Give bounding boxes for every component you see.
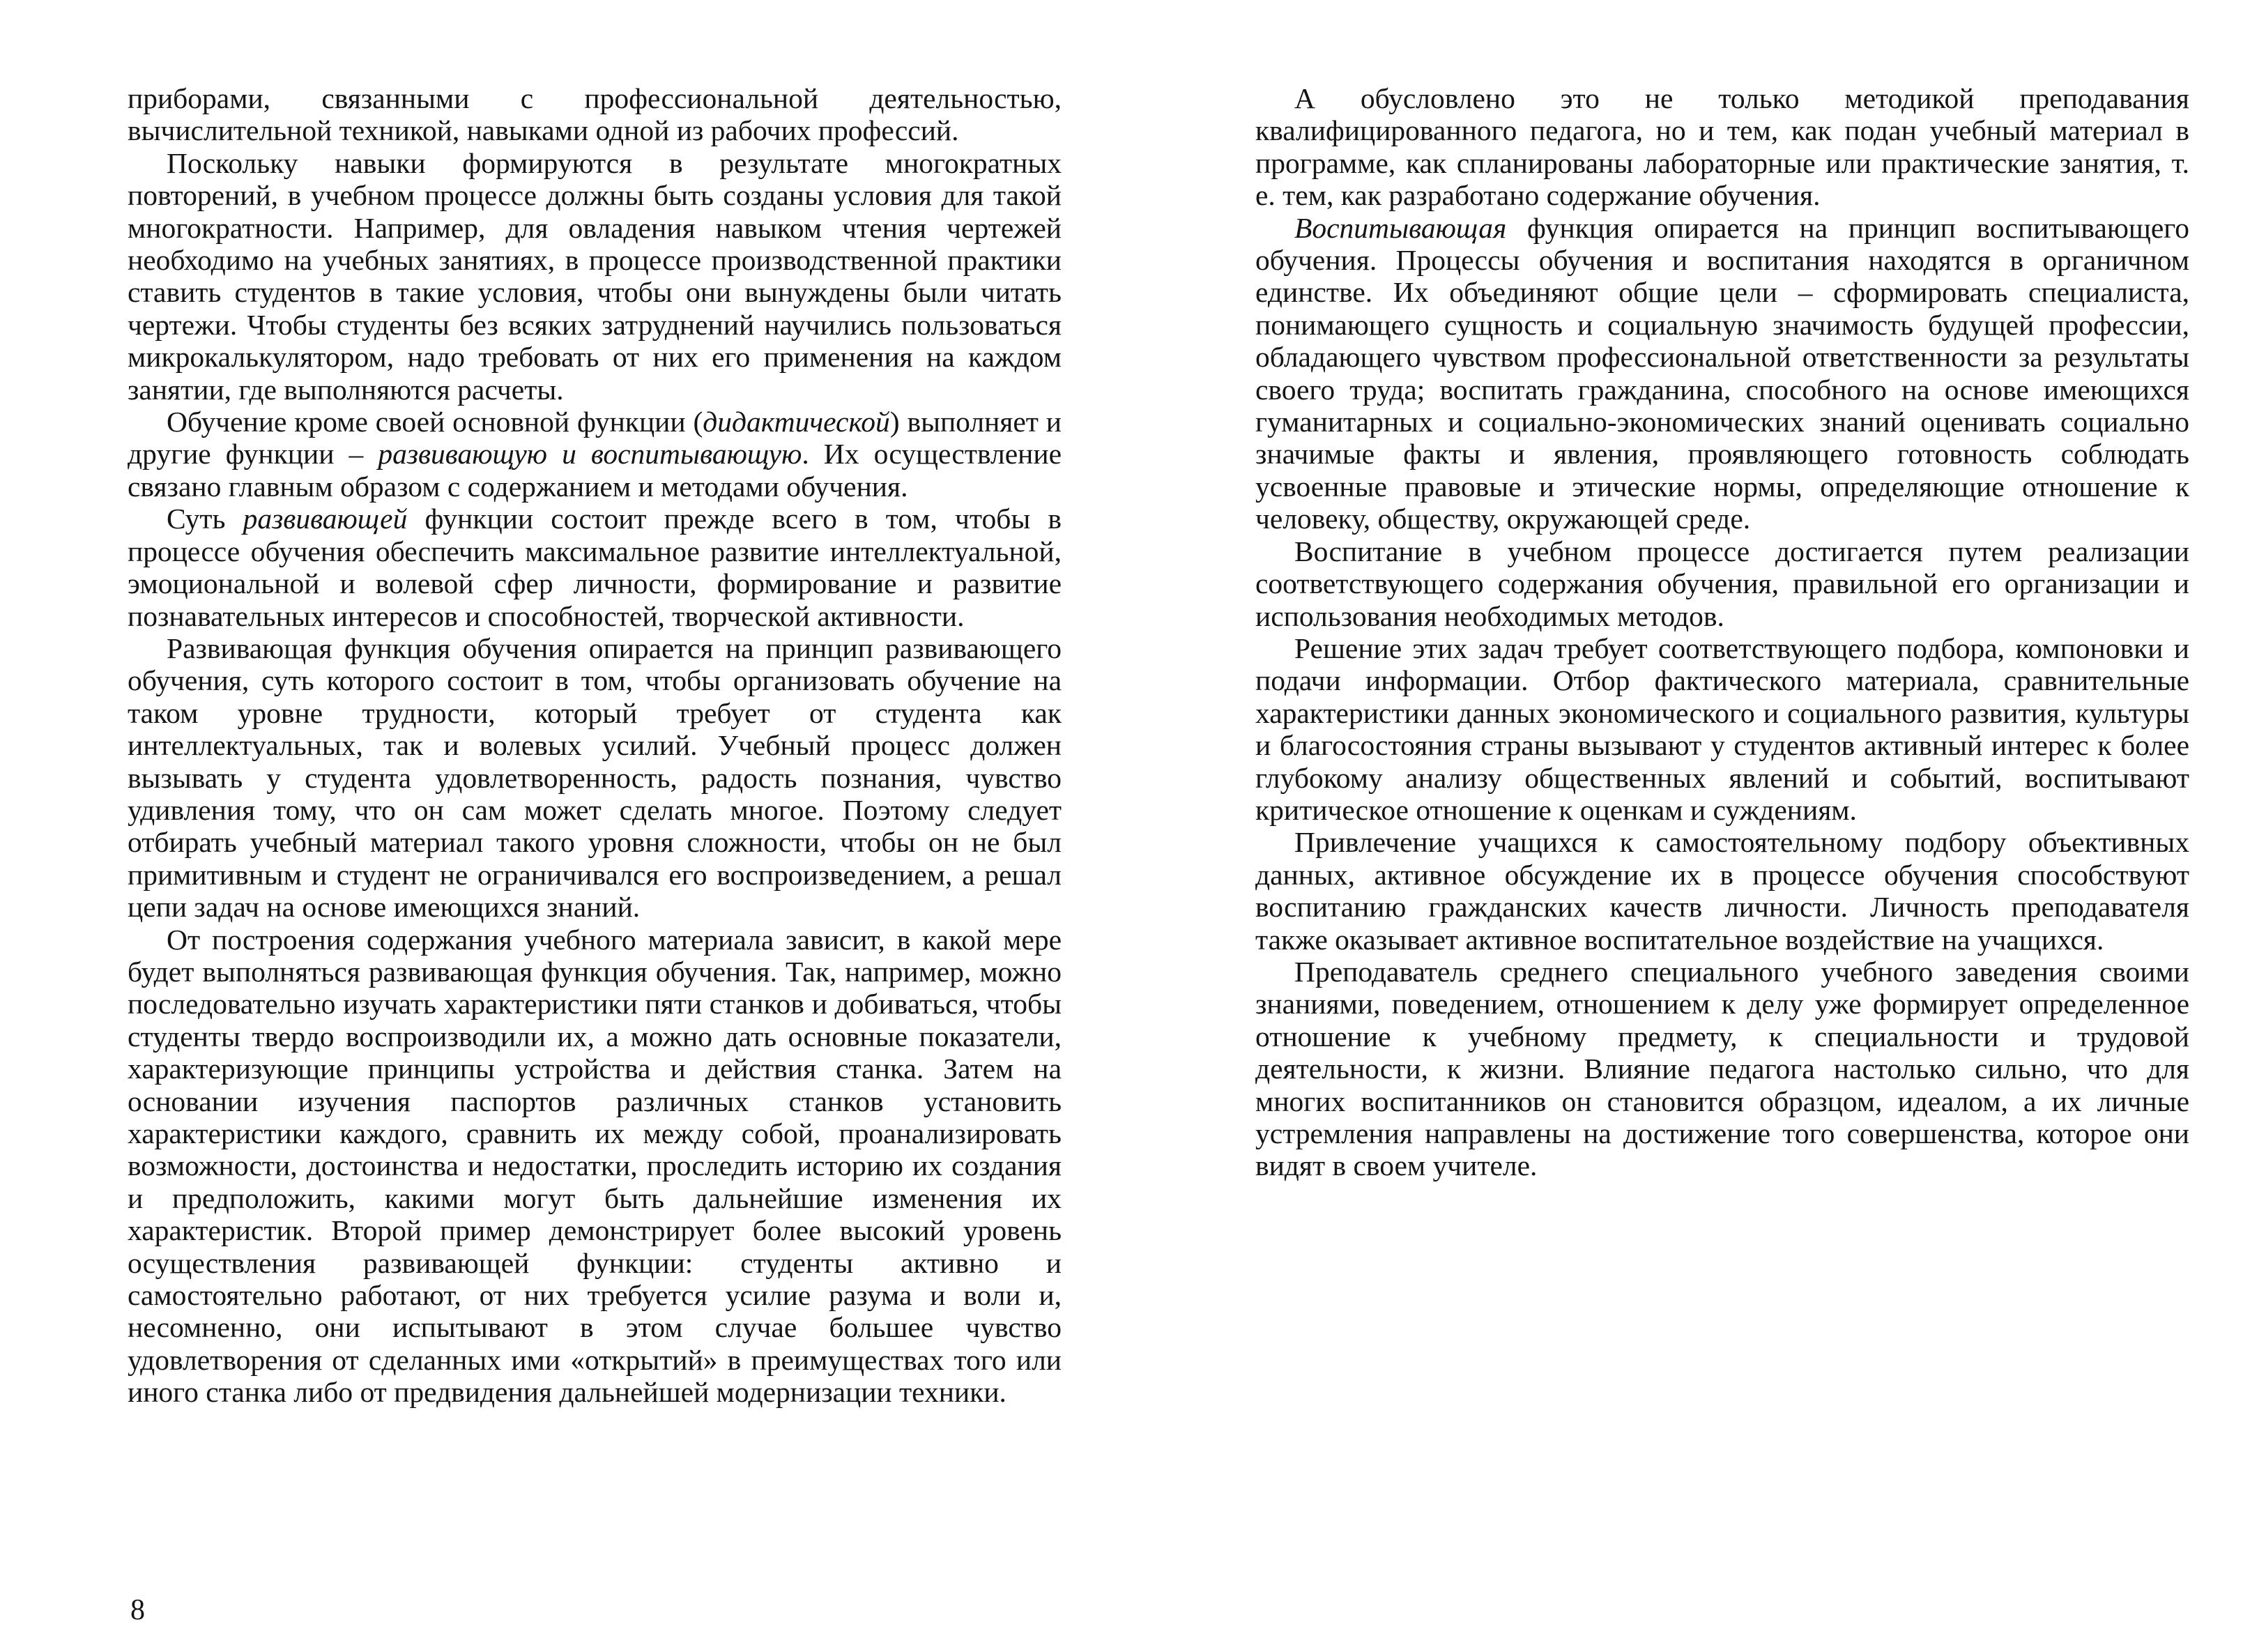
- paragraph-content-structure: [128, 924, 1062, 1409]
- paragraph-functions: [128, 406, 1062, 503]
- paragraph-text: Решение этих задач требует соответствующего подбора, компоновки и подачи информации. Отбор фактического материала, сравнительные характеристики данных экономического и социального развития, культуры и благосостояния страны вызывают у студентов активный интерес к более глубокому анализу общественных явлений и событий, воспитывают критическое отношение к оценкам и суждениям.: [1255, 632, 2189, 826]
- right-page: [1122, 0, 2243, 1652]
- paragraph-educating-function: [1255, 212, 2189, 535]
- right-text-column: [1255, 82, 2189, 1182]
- italic-term: развивающую и воспитывающую: [378, 438, 802, 471]
- left-text-column: [128, 82, 1062, 1409]
- paragraph-information-selection: [1255, 632, 2189, 826]
- italic-term: Воспитывающая: [1294, 211, 1507, 244]
- paragraph-developing-principle: [128, 632, 1062, 924]
- paragraph-developing-essence: [128, 503, 1062, 632]
- paragraph-student-involvement: [1255, 826, 2189, 956]
- paragraph-skills: [128, 147, 1062, 406]
- paragraph-text: Привлечение учащихся к самостоятельному подбору объективных данных, активное обсуждение их в процессе обучения способствуют воспитанию гражданских качеств личности. Личность преподавателя также оказывает активное воспитательное воздействие на учащихся.: [1255, 826, 2189, 956]
- italic-term: развивающей: [243, 503, 408, 535]
- paragraph-text: функции состоит прежде всего в том, чтобы в процессе обучения обеспечить максимальное развитие интеллектуальной, эмоциональной и волевой сфер личности, формирование и развитие познавательных интересов и способностей, творческой активности.: [128, 503, 1062, 632]
- paragraph-text: функция опирается на принцип воспитывающего обучения. Процессы обучения и воспитания находятся в органичном единстве. Их объединяют общие цели – сформировать специалиста, понимающего сущность и социальную значимость будущей профессии, обладающего чувством профессиональной ответственности за результаты своего труда; воспитать гражданина, способного на основе имеющихся гуманитарных и социально-экономических знаний оценивать социально значимые факты и явления, проявляющего готовность соблюдать усвоенные правовые и этические нормы, определяющие отношение к человеку, обществу, окружающей среде.: [1255, 211, 2189, 535]
- page-number: 8: [130, 1594, 145, 1626]
- paragraph-text: . Их осуществление связано главным образом с содержанием и методами обучения.: [128, 438, 1062, 503]
- italic-term: дидактической: [703, 406, 890, 438]
- paragraph-text: Преподаватель среднего специального учебного заведения своими знаниями, поведением, отношением к делу уже формирует определенное отношение к учебному предмету, к специальности и трудовой деятельности, к жизни. Влияние педагога настолько сильно, что для многих воспитанников он становится образцом, идеалом, а их личные устремления направлены на достижение того совершенства, которое они видят в своем учителе.: [1255, 955, 2189, 1182]
- paragraph-text: Развивающая функция обучения опирается на принцип развивающего обучения, суть которого состоит в том, чтобы организовать обучение на таком уровне трудности, который требует от студента как интеллектуальных, так и волевых усилий. Учебный процесс должен вызывать у студента удовлетворенность, радость познания, чувство удивления тому, что он сам может сделать многое. Поэтому следует отбирать учебный материал такого уровня сложности, чтобы он не был примитивным и студент не ограничивался его воспроизведением, а решал цепи задач на основе имеющихся знаний.: [128, 632, 1062, 924]
- paragraph-text: От построения содержания учебного материала зависит, в какой мере будет выполняться развивающая функция обучения. Так, например, можно последовательно изучать характеристики пяти станков и добиваться, чтобы студенты твердо воспроизводили их, а можно дать основные показатели, характеризующие принципы устройства и действия станка. Затем на основании изучения паспортов различных станков установить характеристики каждого, сравнить их между собой, проанализировать возможности, достоинства и недостатки, проследить историю их создания и предположить, какими могут быть дальнейшие изменения их характеристик. Второй пример демонстрирует более высокий уровень осуществления развивающей функции: студенты активно и самостоятельно работают, от них требуется усилие разума и воли и, несомненно, они испытывают в этом случае большее чувство удовлетворения от сделанных ими «открытий» в преимуществах того или иного станка либо от предвидения дальнейшей модернизации техники.: [128, 923, 1062, 1409]
- paragraph-text: ) выполняет и другие функции –: [128, 406, 1062, 471]
- paragraph-text: Поскольку навыки формируются в результате многократных повторений, в учебном процессе должны быть созданы условия для такой многократности. Например, для овладения навыком чтения чертежей необходимо на учебных занятиях, в процессе производственной практики ставить студентов в такие условия, чтобы они вынуждены были читать чертежи. Чтобы студенты без всяких затруднений научились пользоваться микрокалькулятором, надо требовать от них его применения на каждом занятии, где выполняются расчеты.: [128, 146, 1062, 406]
- paragraph-text: Обучение кроме своей основной функции (: [167, 406, 703, 438]
- paragraph-text: Суть: [167, 503, 243, 535]
- paragraph-upbringing: [1255, 535, 2189, 632]
- paragraph-teacher-influence: [1255, 956, 2189, 1182]
- paragraph-text: приборами, связанными с профессиональной деятельностью, вычислительной техникой, навыками одной из рабочих профессий.: [128, 82, 1062, 147]
- paragraph-continued: [128, 82, 1062, 147]
- paragraph-methodology: [1255, 82, 2189, 212]
- paragraph-text: А обусловлено это не только методикой преподавания квалифицированного педагога, но и тем, как подан учебный материал в программе, как спланированы лабораторные или практические занятия, т. е. тем, как разработано содержание обучения.: [1255, 82, 2189, 212]
- paragraph-text: Воспитание в учебном процессе достигается путем реализации соответствующего содержания обучения, правильной его организации и использования необходимых методов.: [1255, 535, 2189, 632]
